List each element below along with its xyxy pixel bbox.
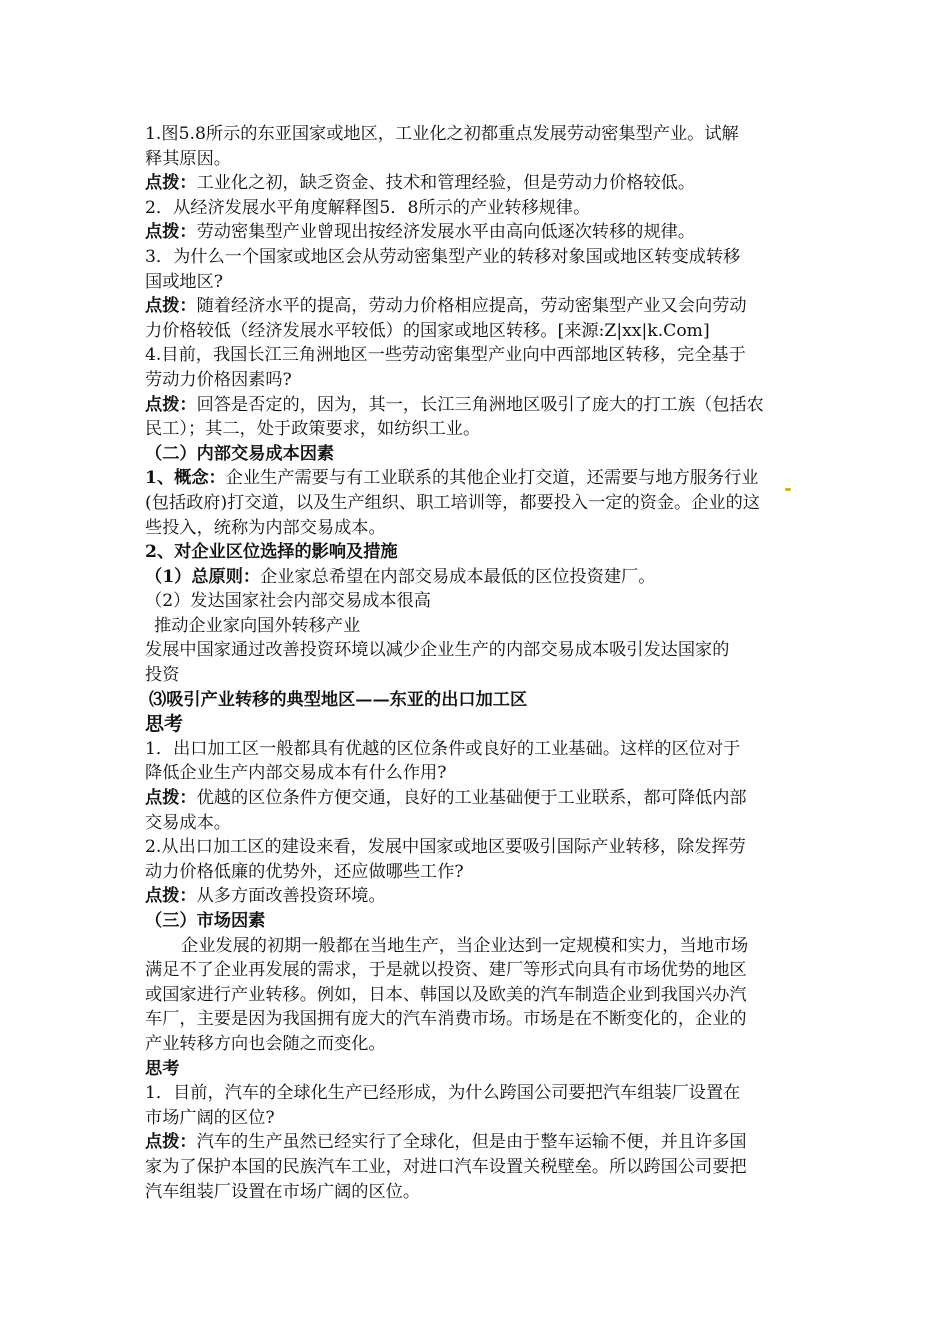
text-line: 发展中国家通过改善投资环境以减少企业生产的内部交易成本吸引发达国家的	[145, 640, 730, 661]
text-line: 交易成本。	[145, 812, 231, 833]
text-line: 家为了保护本国的民族汽车工业，对进口汽车设置关税壁垒。所以跨国公司要把	[145, 1156, 747, 1177]
document-body	[145, 122, 815, 1204]
text-line: 推动企业家向国外转移产业	[154, 615, 361, 636]
hint-label: 点拨：	[145, 788, 197, 809]
text-line: 释其原因。	[145, 148, 231, 169]
text-line: 降低企业生产内部交易成本有什么作用?	[145, 763, 447, 784]
hint-line: 点拨：优越的区位条件方便交通，良好的工业基础便于工业联系，都可降低内部	[145, 788, 747, 809]
hint-label: 点拨：	[145, 886, 197, 907]
text-line: 市场广阔的区位?	[145, 1107, 275, 1128]
principle-label: （1）总原则：	[145, 566, 261, 587]
text-line: 劳动力价格因素吗?	[145, 369, 292, 390]
hint-line: 点拨：工业化之初，缺乏资金、技术和管理经验，但是劳动力价格较低。	[145, 173, 696, 194]
hint-label: 点拨：	[145, 394, 197, 415]
text-line: 国或地区?	[145, 271, 223, 292]
hint-line: 点拨：随着经济水平的提高，劳动力价格相应提高，劳动密集型产业又会向劳动	[145, 296, 747, 317]
text-line: 3．为什么一个国家或地区会从劳动密集型产业的转移对象国或地区转变成转移	[145, 246, 741, 267]
text-line: 汽车组装厂设置在市场广阔的区位。	[145, 1181, 421, 1202]
paragraph-line: 企业发展的初期一般都在当地生产，当企业达到一定规模和实力，当地市场	[181, 935, 749, 956]
hint-line: 点拨：劳动密集型产业曾现出按经济发展水平由高向低逐次转移的规律。	[145, 222, 696, 243]
text-line: 1．出口加工区一般都具有优越的区位条件或良好的工业基础。这样的区位对于	[145, 738, 741, 759]
highlight-mark	[785, 488, 791, 491]
text-line: （2）发达国家社会内部交易成本很高	[145, 591, 431, 612]
hint-label: 点拨：	[145, 296, 197, 317]
section-heading: （三）市场因素	[145, 911, 266, 931]
text-line: 1.图5.8所示的东亚国家或地区，工业化之初都重点发展劳动密集型产业。试解	[145, 124, 739, 144]
text-line: 力价格较低（经济发展水平较低）的国家或地区转移。[来源:Z|xx|k.Com]	[145, 320, 710, 341]
subsection-heading: 2、对企业区位选择的影响及措施	[145, 542, 398, 563]
text-line: 1．目前，汽车的全球化生产已经形成，为什么跨国公司要把汽车组装厂设置在	[145, 1083, 741, 1104]
principle-line: （1）总原则：企业家总希望在内部交易成本最低的区位投资建厂。	[145, 566, 656, 587]
hint-line: 点拨：回答是否定的，因为，其一，长江三角洲地区吸引了庞大的打工族（包括农	[145, 394, 764, 415]
text-line: 2．从经济发展水平角度解释图5．8所示的产业转移规律。	[145, 197, 591, 218]
definition-line: 1、概念：企业生产需要与有工业联系的其他企业打交道，还需要与地方服务行业	[145, 468, 759, 489]
paragraph-line: 满足不了企业再发展的需求，于是就以投资、建厂等形式向具有市场优势的地区	[145, 960, 747, 981]
section-heading: （二）内部交易成本因素	[145, 443, 335, 464]
hint-line: 点拨：汽车的生产虽然已经实行了全球化，但是由于整车运输不便，并且许多国	[145, 1132, 747, 1153]
paragraph-line: 车厂，主要是因为我国拥有庞大的汽车消费市场。市场是在不断变化的，企业的	[145, 1009, 747, 1030]
hint-line: 点拨：从多方面改善投资环境。	[145, 886, 386, 907]
think-heading: 思考	[145, 1058, 180, 1079]
text-line: 4.目前，我国长江三角洲地区一些劳动密集型产业向中西部地区转移，完全基于	[145, 345, 746, 366]
text-line: 投资	[145, 665, 180, 686]
paragraph-line: 或国家进行产业转移。例如，日本、韩国以及欧美的汽车制造企业到我国兴办汽	[145, 984, 747, 1005]
text-line: 些投入，统称为内部交易成本。	[145, 517, 386, 538]
hint-label: 点拨：	[145, 173, 197, 194]
hint-label: 点拨：	[145, 1132, 197, 1153]
text-line: (包括政府)打交道，以及生产组织、职工培训等，都要投入一定的资金。企业的这	[145, 492, 760, 513]
text-line: 2.从出口加工区的建设来看，发展中国家或地区要吸引国际产业转移，除发挥劳	[145, 837, 746, 858]
hint-label: 点拨：	[145, 222, 197, 243]
text-line: 民工）；其二，处于政策要求，如纺织工业。	[145, 419, 481, 440]
subsection-heading: ⑶吸引产业转移的典型地区——东亚的出口加工区	[149, 689, 528, 710]
definition-label: 1、概念：	[145, 468, 226, 489]
text-line: 动力价格低廉的优势外，还应做哪些工作?	[145, 861, 464, 882]
think-heading: 思考	[145, 713, 184, 736]
paragraph-line: 产业转移方向也会随之而变化。	[145, 1033, 386, 1054]
